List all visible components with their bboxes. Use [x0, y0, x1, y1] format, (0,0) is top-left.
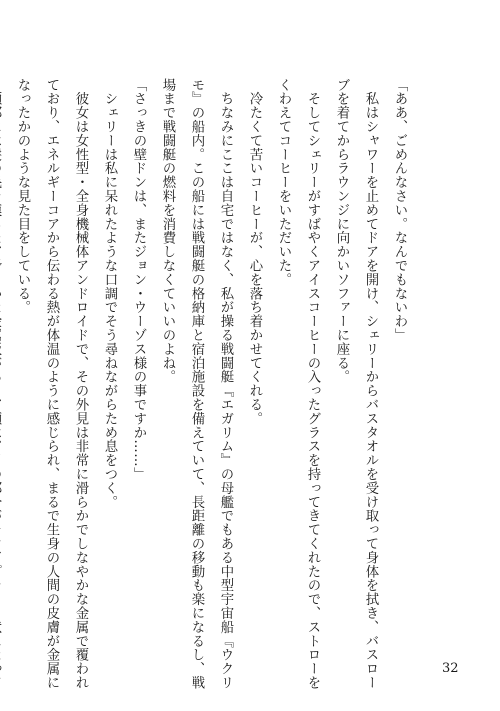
text-line: なったかのような見た目をしている。 [15, 78, 30, 315]
text-line: シェリーは私に呆れたような口調でそう尋ねながらため息をつく。 [102, 78, 117, 509]
text-line: ブを着てからラウンジに向かいソファーに座る。 [334, 78, 349, 384]
text-line: 私はシャワーを止めてドアを開け、シェリーからバスタオルを受け取って身体を拭き、バスロー [363, 78, 378, 690]
body-text [0, 78, 414, 690]
text-line: モ』の船内。この船には戦闘艇の格納庫と宿泊施設を備えていて、長距離の移動も楽になるし、戦 [189, 78, 204, 690]
text-line: そしてシェリーがすばやくアイスコーヒーの入ったグラスを持ってきてくれたので、ストローを [305, 78, 320, 690]
text-line: 「ああ、ごめんなさい。なんでもないわ」 [392, 78, 407, 343]
text-line: くわえてコーヒーをいただいた。 [276, 78, 291, 287]
text-line [0, 78, 8, 638]
page-number: 32 [442, 661, 459, 676]
text-line: ており、エネルギーコアから伝わる熱が体温のように感じられ、まるで生身の人間の皮膚が金属に [44, 78, 59, 690]
text-line: 場まで戦闘艇の燃料を消費しなくていいのよね。 [160, 78, 175, 384]
text-line: 彼女は女性型・全身機械体アンドロイドで、その外見は非常に滑らかでしなやかな金属で覆われ [73, 78, 88, 690]
text-line: 冷たくて苦いコーヒーが、心を落ち着かせてくれる。 [247, 78, 262, 426]
text-line: ちなみにここは自宅ではなく、私が操る戦闘艇『エガリム』の母艦でもある中型宇宙船『ウクリ [218, 78, 233, 690]
text-line: 「さっきの壁ドンは、またジョン・ウーゾス様の事ですか……」 [131, 78, 146, 482]
